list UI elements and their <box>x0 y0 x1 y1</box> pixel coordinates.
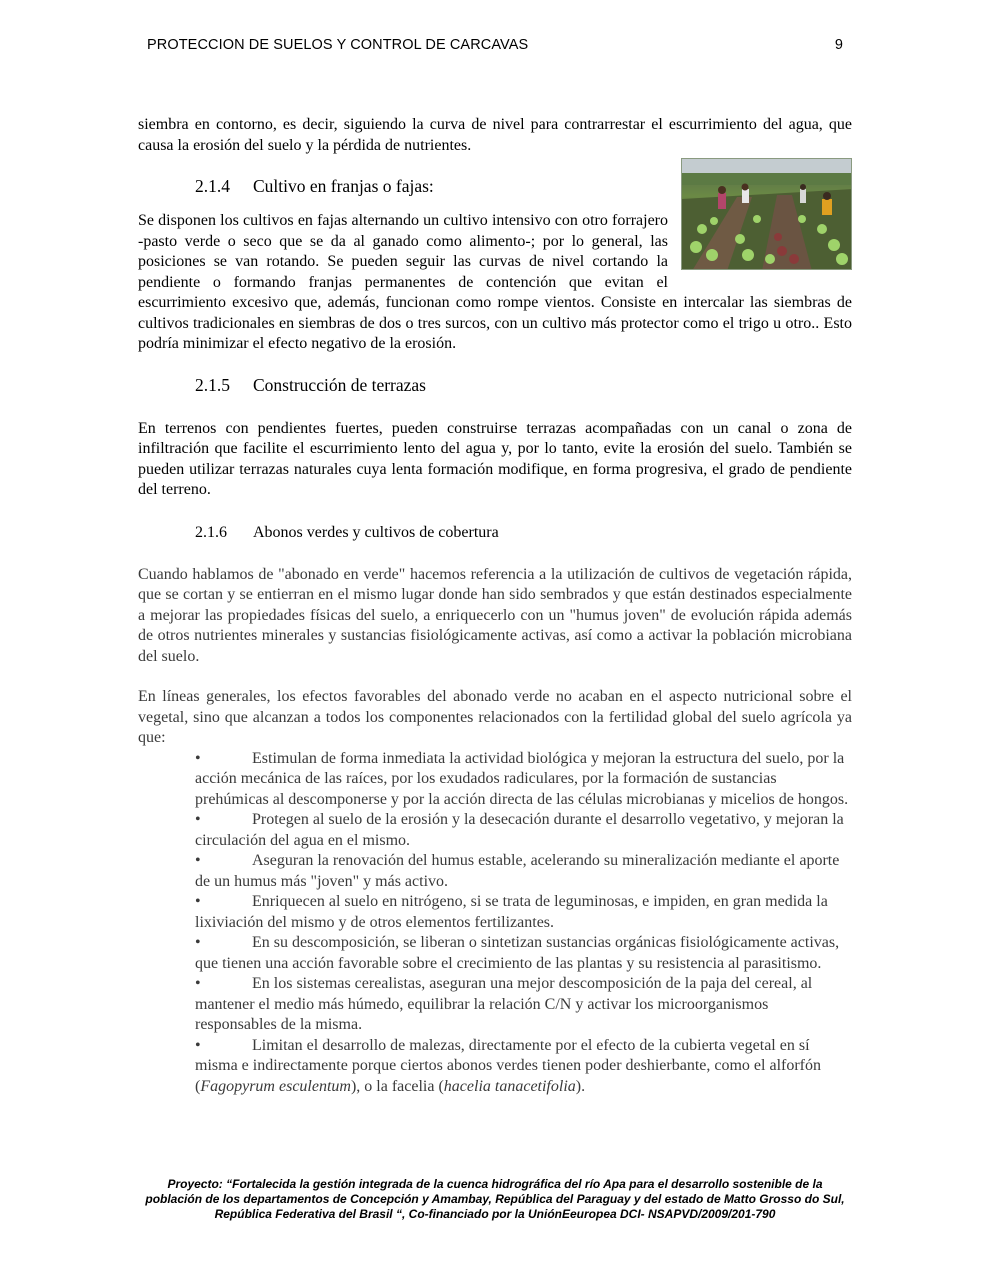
section-title: Abonos verdes y cultivos de cobertura <box>253 523 499 541</box>
farm-photo <box>681 158 852 270</box>
section-number: 2.1.6 <box>195 523 227 541</box>
bullet-icon: • <box>195 852 201 869</box>
list-item <box>195 892 852 933</box>
section-2-1-6-paragraph-1: Cuando hablamos de "abonado en verde" hacemos referencia a la utilización de cultivos de vegetación rápida, que se cortan y se entierran en el mismo lugar donde han sido sembrados y que están destinados especialmente a mejorar las propiedades físicas del suelo, a enriquecerlo con un "humus joven" de evolución rápida además de otros nutrientes minerales y sustancias fisiológicamente activas, así como a activar la población microbiana del suelo. <box>138 565 852 665</box>
spacer <box>138 543 852 565</box>
bullet-icon: • <box>195 811 201 828</box>
bullet-icon: • <box>195 934 201 951</box>
section-2-1-6-paragraph-2: En líneas generales, los efectos favorables del abonado verde no acaban en el aspecto nutricional sobre el vegetal, sino que alcanzan a todos los componentes relacionados con la fertilidad global del suelo agrícola ya que: <box>138 688 852 746</box>
section-title: Cultivo en franjas o fajas: <box>253 176 434 196</box>
list-item <box>195 974 852 1036</box>
section-number: 2.1.4 <box>195 176 230 196</box>
section-2-1-5-paragraph: En terrenos con pendientes fuertes, pueden construirse terrazas acompañadas con un canal o zona de infiltración que facilite el escurrimiento lento del agua y, por lo tanto, evite la erosión del suelo. También se pueden utilizar terrazas naturales cuya lenta formación modifique, en forma progresiva, el grado de pendiente del terreno. <box>138 419 852 498</box>
intro-paragraph: siembra en contorno, es decir, siguiendo la curva de nivel para contrarrestar el escurrimiento del agua, que causa la erosión del suelo y la pérdida de nutrientes. <box>138 116 852 154</box>
benefits-list <box>138 749 852 1098</box>
list-item-text: En su descomposición, se liberan o sintetizan sustancias orgánicas fisiológicamente activas, que tienen una acción favorable sobre el crecimiento de las plantas y su resistencia al parasitismo. <box>195 934 840 972</box>
spacer <box>138 501 852 523</box>
list-item-text: Estimulan de forma inmediata la actividad biológica y mejoran la estructura del suelo, por la acción mecánica de las raíces, por los exudados radiculares, por la formación de sustancias prehúmicas al descomponerse y por la acción directa de las células microbianas y micelios de hongos. <box>195 749 849 808</box>
list-item <box>195 851 852 892</box>
list-item-text: En los sistemas cerealistas, aseguran una mejor descomposición de la paja del cereal, al mantener el medio más húmedo, equilibrar la relación C/N y activar los microorganismos responsables de la misma. <box>195 975 813 1033</box>
list-item-text: Enriquecen al suelo en nitrógeno, si se trata de leguminosas, e impiden, en gran medida la lixiviación del mismo y de otros elementos fertilizantes. <box>195 893 828 931</box>
list-item <box>195 933 852 974</box>
section-2-1-4-paragraph: Se disponen los cultivos en fajas alternando un cultivo intensivo con otro forrajero -pasto verde o seco que se da al ganado como alimento-; por lo general, las posiciones se van rotando. Se pueden seguir las curvas de nivel cortando la pendiente o formando franjas permanentes de contención que evitan el escurrimiento excesivo que, además, funcionan como rompe vientos. Consiste en intercalar las siembras de cultivos tradicionales en siembras de dos o tres surcos, con un cultivo más protector como el trigo u otro.. Esto podría minimizar el efecto negativo de la erosión. <box>138 212 852 352</box>
bullet-icon: • <box>195 893 201 910</box>
spacer <box>138 355 852 373</box>
header-title: PROTECCION DE SUELOS Y CONTROL DE CARCAVAS <box>147 37 529 53</box>
bullet-icon: • <box>195 749 201 767</box>
section-number: 2.1.5 <box>195 374 230 395</box>
spacer <box>138 667 852 687</box>
section-title: Construcción de terrazas <box>253 374 426 395</box>
bullet-icon: • <box>195 1036 201 1054</box>
page-number: 9 <box>834 37 843 53</box>
list-item-text: Protegen al suelo de la erosión y la desecación durante el desarrollo vegetativo, y mejoran la circulación del agua en el mismo. <box>195 811 844 849</box>
list-item <box>195 810 852 851</box>
section-heading-2-1-5 <box>195 373 852 397</box>
list-item-text: Aseguran la renovación del humus estable, acelerando su mineralización mediante el aporte de un humus más "joven" y más activo. <box>195 852 840 890</box>
scientific-name: hacelia tanacetifolia <box>443 1077 576 1095</box>
bullet-icon: • <box>195 975 201 992</box>
list-item-text: ). <box>575 1077 586 1095</box>
list-item <box>195 1036 852 1098</box>
scientific-name: Fagopyrum esculentum <box>200 1077 351 1095</box>
list-item <box>195 749 852 811</box>
list-item-text: Limitan el desarrollo de malezas, directamente por el efecto de la cubierta vegetal en sí misma e indirectamente porque ciertos abonos verdes tienen poder deshierbante, como el alforfón ( <box>195 1036 821 1095</box>
page-body <box>138 115 852 1097</box>
list-item-text: ), o la facelia ( <box>350 1077 444 1095</box>
page-footer: Proyecto: “Fortalecida la gestión integrada de la cuenca hidrográfica del río Apa para el desarrollo sostenible de la población de los departamentos de Concepción y Amambay, República del Paraguay y del estado de Matto Grosso do Sul, República Federativa del Brasil “, Co-financiado por la UniónEeuropea DCI- NSAPVD/2009/201-790 <box>145 1177 845 1221</box>
spacer <box>138 397 852 419</box>
section-heading-2-1-6 <box>195 523 852 543</box>
page-header <box>147 37 843 57</box>
farm-photo-drawing <box>682 159 852 270</box>
